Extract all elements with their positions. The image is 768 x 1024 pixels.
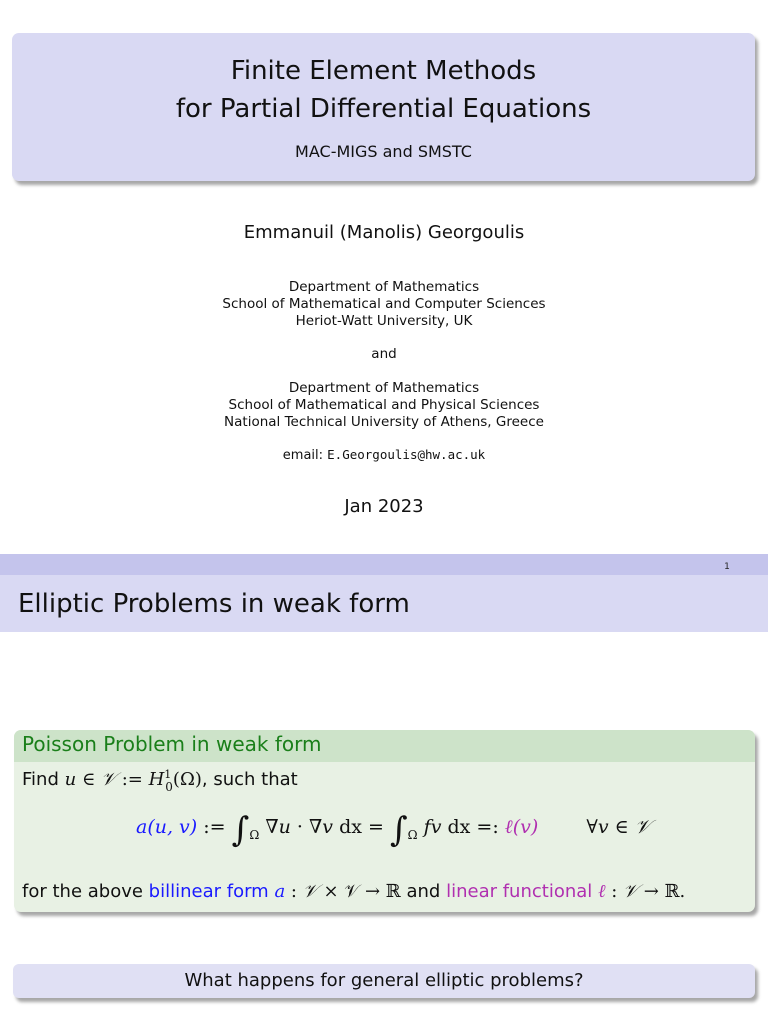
- affiliation-2-line: School of Mathematical and Physical Sciences: [228, 397, 540, 413]
- page-number: 1: [724, 562, 730, 572]
- affiliation-1: [0, 279, 768, 330]
- bilinear-signature: : 𝒱 × 𝒱 → ℝ: [290, 881, 401, 902]
- linear-signature: ℓ : 𝒱 → ℝ.: [598, 881, 686, 902]
- title-block: [12, 33, 755, 181]
- title-line-1: Finite Element Methods: [230, 56, 537, 86]
- linear-label: linear functional: [446, 881, 593, 902]
- author: Emmanuil (Manolis) Georgoulis: [243, 222, 525, 243]
- bilinear-symbol: a: [274, 881, 286, 902]
- email-address: E.Georgoulis@hw.ac.uk: [327, 447, 486, 462]
- subtitle: MAC-MIGS and SMSTC: [295, 142, 472, 161]
- affiliation-2: [0, 380, 768, 431]
- and-text: and: [371, 346, 397, 362]
- email-label: email:: [282, 448, 324, 463]
- bilinear-label: billinear form: [148, 881, 269, 902]
- affiliation-1-line: Department of Mathematics: [288, 279, 480, 295]
- line-prefix: for the above: [22, 881, 143, 902]
- affiliation-1-line: Heriot-Watt University, UK: [295, 313, 473, 329]
- affiliation-2-line: Department of Mathematics: [288, 380, 480, 396]
- such-that-text: , such that: [201, 769, 298, 790]
- affiliation-2-line: National Technical University of Athens, Greece: [224, 414, 544, 430]
- form-description: [22, 881, 685, 902]
- find-statement: [22, 768, 298, 794]
- question-box: What happens for general elliptic problems?: [13, 964, 755, 998]
- space-definition: u ∈ 𝒱 := $H^1_0(\Omega)$: [64, 768, 202, 794]
- find-text: Find: [22, 769, 59, 790]
- date: Jan 2023: [344, 496, 424, 517]
- definition-block: [14, 730, 755, 912]
- email-line: [0, 447, 768, 463]
- title-line-2: for Partial Differential Equations: [175, 94, 592, 124]
- block-title: Poisson Problem in weak form: [22, 732, 322, 756]
- and-text-2: and: [406, 881, 441, 902]
- affiliation-1-line: School of Mathematical and Computer Sciences: [222, 296, 546, 312]
- frame-title: Elliptic Problems in weak form: [18, 589, 410, 619]
- weak-form-equation: a(u, v) := $\int_\Omega$ ∇u · ∇v dx = $\int_\Omega$ fv dx =: ℓ(v) ∀v ∈ 𝒱: [136, 810, 651, 850]
- navigation-bar: [0, 554, 768, 575]
